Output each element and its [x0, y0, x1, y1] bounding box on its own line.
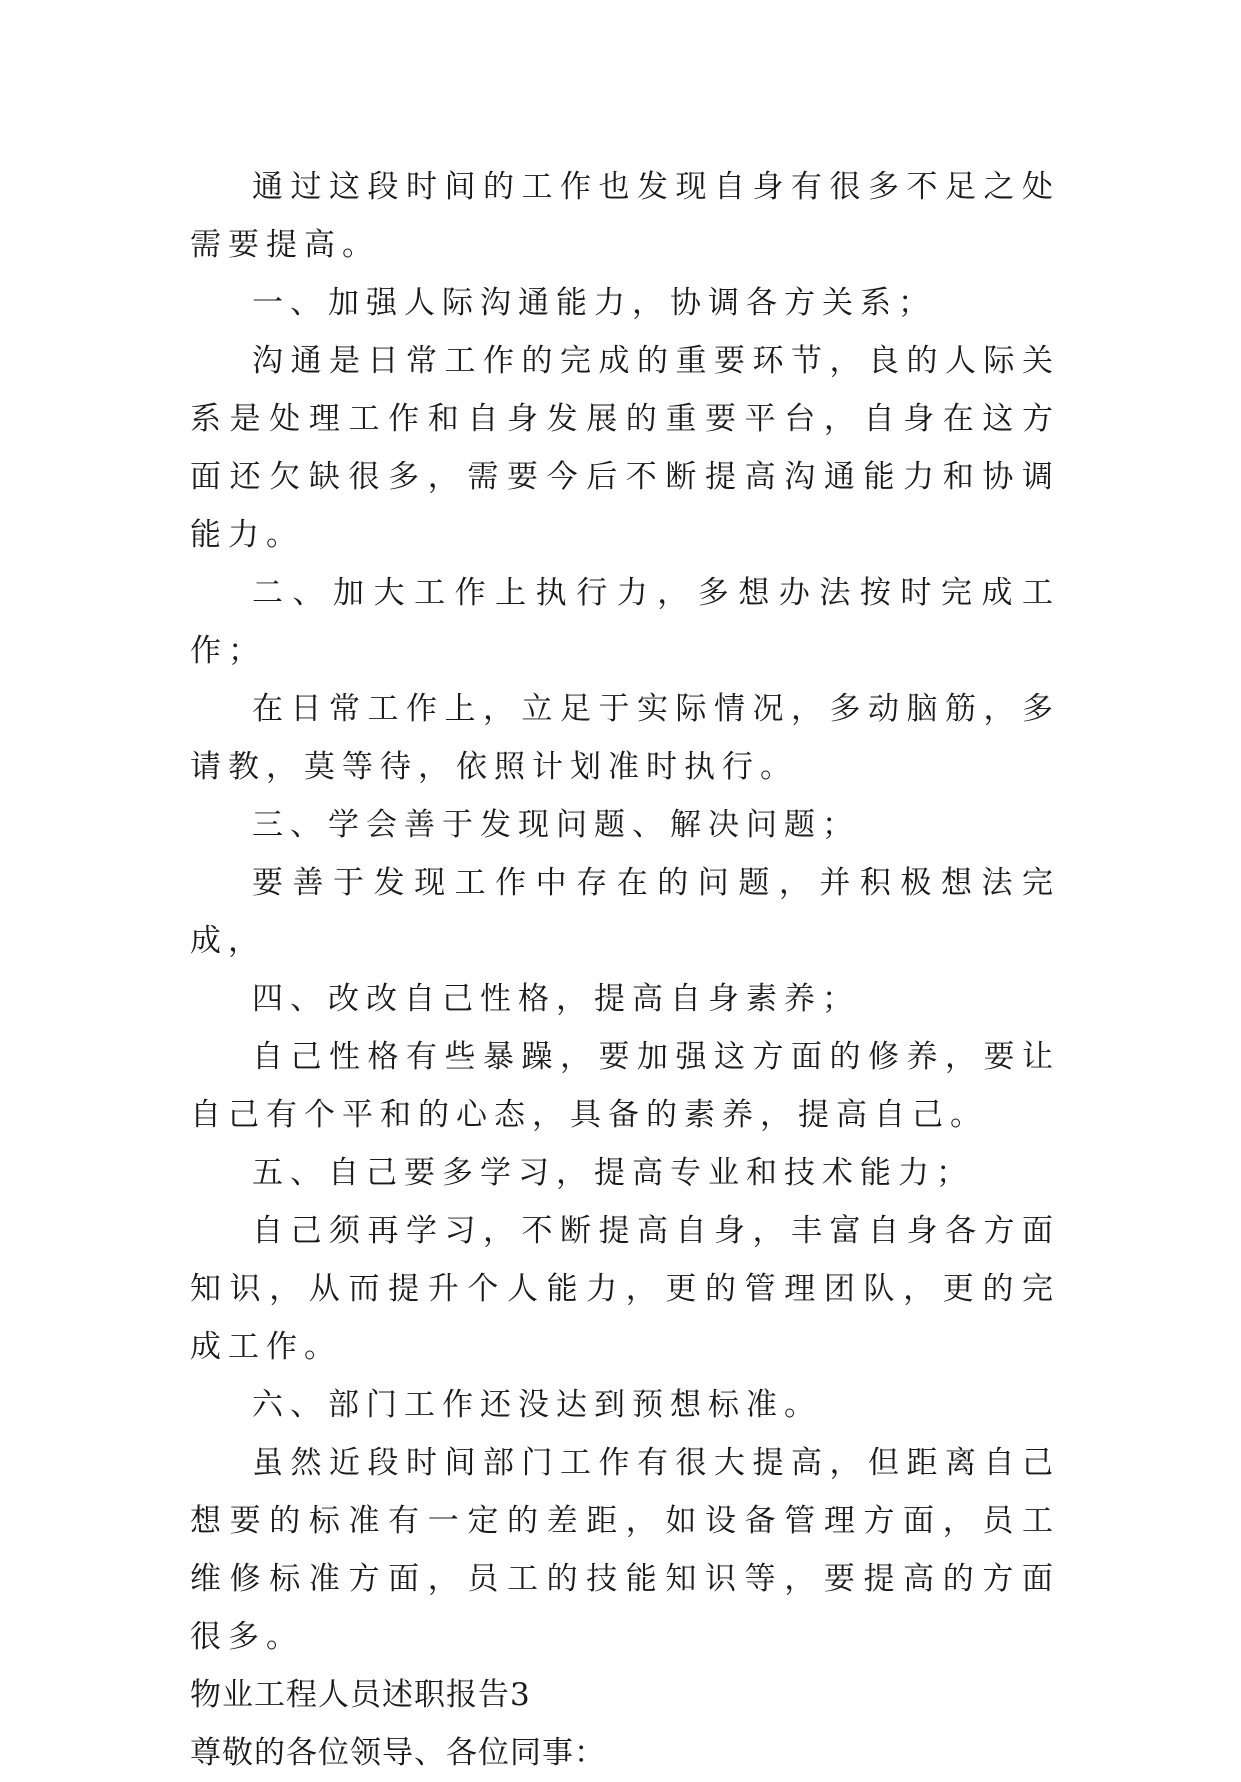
heading-point-4: 四、改改自己性格，提高自身素养； — [252, 981, 860, 1017]
paragraph-point-6: 虽然近段时间部门工作有很大提高，但距离自己想要的标准有一定的差距，如设备管理方面，员工维修标准方面，员工的技能知识等，要提高的方面很多。 — [190, 1445, 1060, 1655]
heading-point-6: 六、部门工作还没达到预想标准。 — [252, 1387, 822, 1423]
heading-point-1: 一、加强人际沟通能力，协调各方关系； — [252, 285, 936, 321]
heading-point-5: 五、自己要多学习，提高专业和技术能力； — [252, 1155, 974, 1191]
paragraph-intro: 通过这段时间的工作也发现自身有很多不足之处需要提高。 — [190, 169, 1060, 263]
paragraph-point-1: 沟通是日常工作的完成的重要环节，良的人际关系是处理工作和自身发展的重要平台，自身在这方面还欠缺很多，需要今后不断提高沟通能力和协调能力。 — [190, 343, 1060, 553]
paragraph-point-2: 在日常工作上，立足于实际情况，多动脑筋，多请教，莫等待，依照计划准时执行。 — [190, 691, 1060, 785]
paragraph-point-4: 自己性格有些暴躁，要加强这方面的修养，要让自己有个平和的心态，具备的素养，提高自己。 — [190, 1039, 1060, 1133]
heading-point-2: 二、加大工作上执行力，多想办法按时完成工作； — [190, 575, 1060, 669]
section-title: 物业工程人员述职报告3 — [190, 1677, 531, 1713]
paragraph-point-3: 要善于发现工作中存在的问题，并积极想法完成， — [190, 865, 1060, 959]
salutation: 尊敬的各位领导、各位同事： — [190, 1735, 606, 1771]
document-body — [190, 158, 1060, 1782]
heading-point-3: 三、学会善于发现问题、解决问题； — [252, 807, 860, 843]
paragraph-point-5: 自己须再学习，不断提高自身，丰富自身各方面知识，从而提升个人能力，更的管理团队，更的完成工作。 — [190, 1213, 1060, 1365]
